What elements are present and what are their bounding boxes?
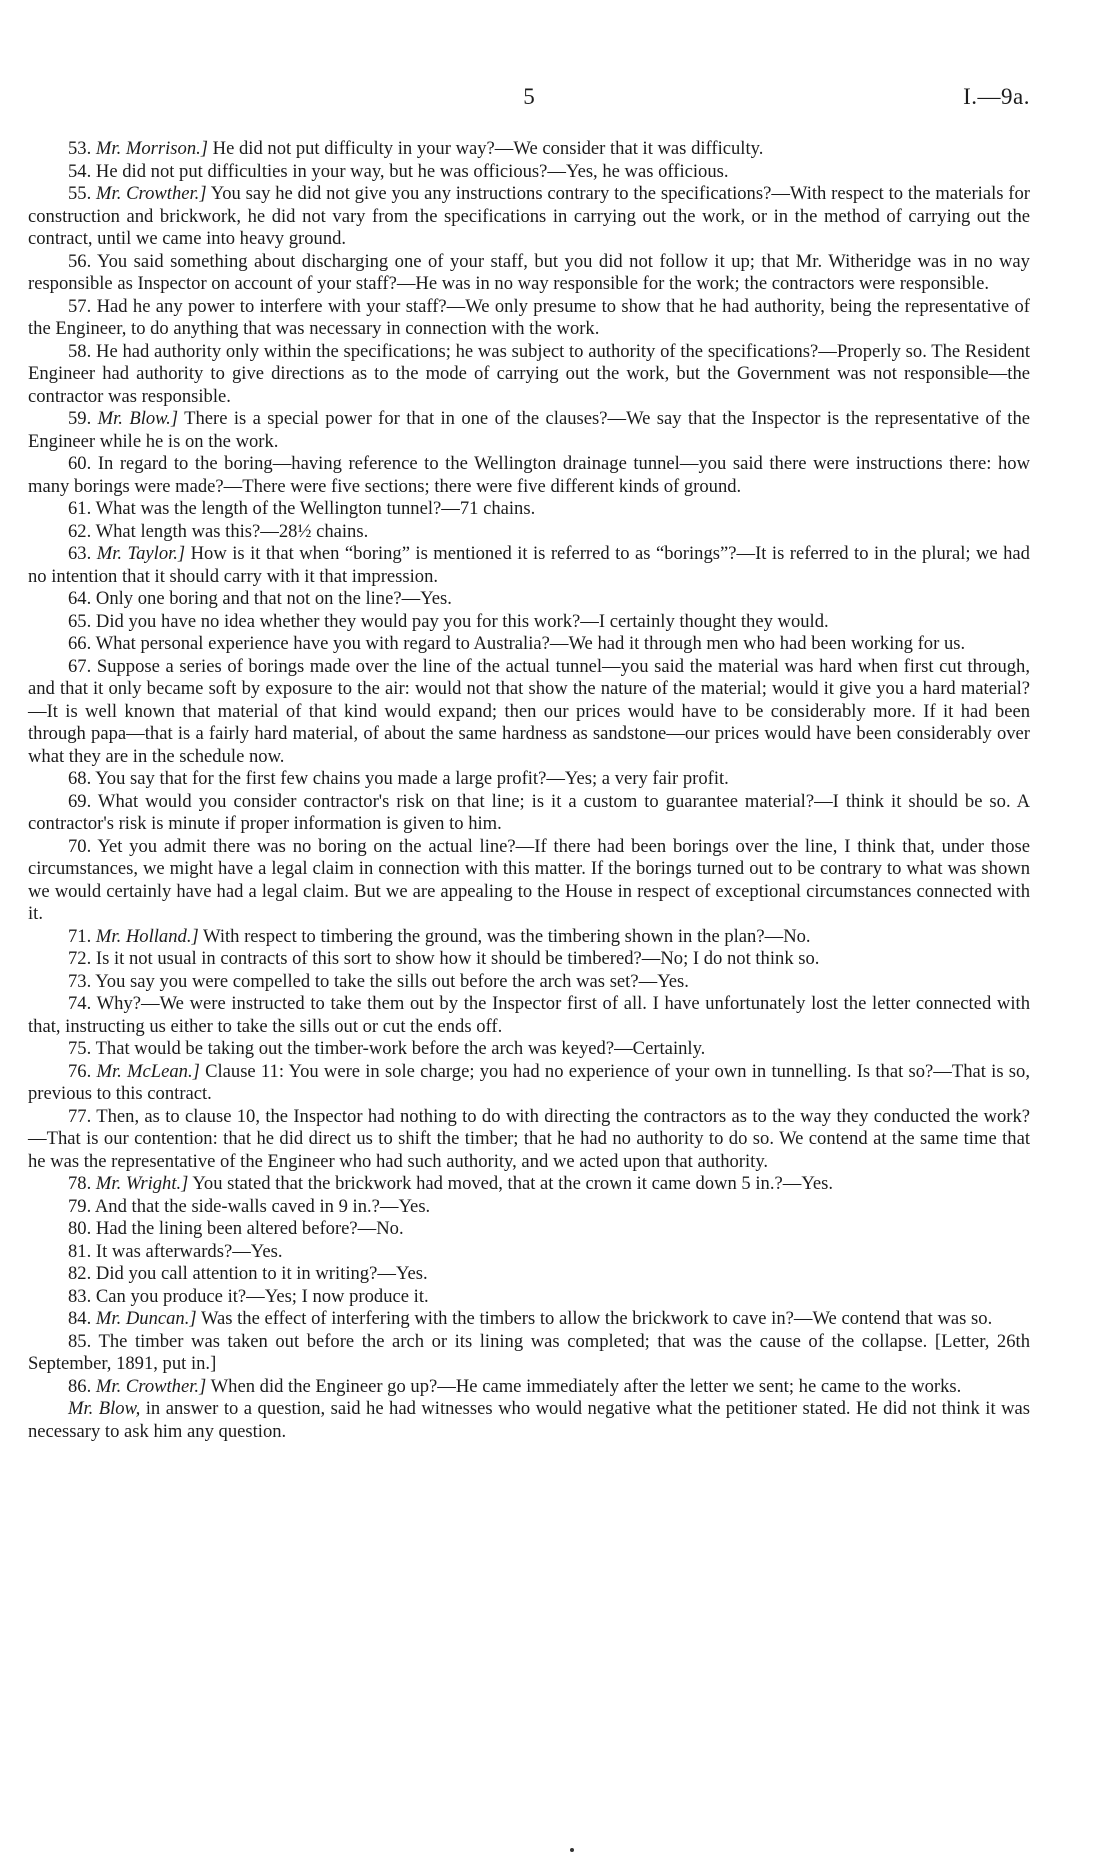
question-number: 53.: [68, 138, 92, 159]
question-answer-text: What length was this?—28½ chains.: [95, 520, 369, 542]
question-answer-text: You say you were compelled to take the sills out before the arch was set?—Yes.: [95, 970, 689, 992]
testimony-paragraph: [28, 768, 1030, 791]
question-number: 61.: [68, 498, 92, 519]
question-number: 69.: [68, 790, 92, 812]
page-number: 5: [523, 84, 535, 109]
question-number: 75.: [68, 1038, 92, 1059]
testimony-paragraph: [28, 543, 1030, 588]
question-answer-text: You say he did not give you any instructions contrary to the specifications?—With respect to the materials for construction and brickwork, he did not vary from the specifications in carrying out the work, or in the method of carrying out the contract, until we came into heavy ground.: [28, 183, 1030, 249]
question-answer-text: What personal experience have you with regard to Australia?—We had it through men who had been working for us.: [95, 633, 966, 654]
testimony-paragraph: [28, 611, 1030, 634]
testimony-paragraph: [28, 1376, 1030, 1399]
question-answer-text: Why?—We were instructed to take them out by the Inspector first of all. I have unfortunately lost the letter connected with that, instructing us either to take the sills out or cut the ends off.: [28, 993, 1030, 1037]
testimony-paragraph: [28, 341, 1030, 409]
question-number: 74.: [68, 993, 92, 1014]
speaker-name: Mr. Blow.]: [97, 408, 179, 429]
question-number: 56.: [68, 250, 92, 272]
speaker-name: Mr. Taylor.]: [96, 543, 186, 564]
testimony-paragraph: [28, 633, 1030, 656]
question-answer-text: He did not put difficulty in your way?—We consider that it was difficulty.: [212, 138, 764, 159]
testimony-paragraph: [28, 1196, 1030, 1219]
speaker-name: Mr. Crowther.]: [95, 1375, 207, 1397]
question-answer-text: You say that for the first few chains you made a large profit?—Yes; a very fair profit.: [95, 768, 729, 789]
question-answer-text: With respect to timbering the ground, was the timbering shown in the plan?—No.: [203, 925, 811, 947]
speaker-name: Mr. McLean.]: [96, 1060, 200, 1082]
question-answer-text: Only one boring and that not on the line?—Yes.: [95, 588, 452, 609]
question-answer-text: How is it that when “boring” is mentioned it is referred to as “borings”?—It is referred to in the plural; we had no intention that it should carry with it that impression.: [28, 543, 1030, 587]
question-number: 70.: [68, 835, 92, 857]
question-answer-text: Yet you admit there was no boring on the actual line?—If there had been borings over the line, I think that, under those circumstances, we might have a legal claim in connection with this matter. If the borings turned out to be contrary to what was shown we would certainly have had a legal claim. But we are appealing to the House in respect of exceptional circumstances connected with it.: [28, 835, 1030, 924]
testimony-paragraph: [28, 1398, 1030, 1443]
question-answer-text: He did not put difficulties in your way, but he was officious?—Yes, he was officious.: [95, 160, 729, 182]
testimony-paragraph: [28, 1263, 1030, 1286]
question-answer-text: Clause 11: You were in sole charge; you had no experience of your own in tunnelling. Is that so?—That is so, previous to this contract.: [28, 1060, 1030, 1104]
question-answer-text: in answer to a question, said he had witnesses who would negative what the petitioner stated. He did not think it was necessary to ask him any question.: [28, 1398, 1031, 1442]
paper-reference: I.—9a.: [963, 84, 1030, 109]
testimony-paragraph: [28, 656, 1030, 769]
question-number: 72.: [68, 948, 92, 969]
question-answer-text: It was afterwards?—Yes.: [95, 1240, 283, 1262]
question-number: 81.: [68, 1240, 92, 1262]
testimony-paragraph: [28, 1061, 1030, 1106]
question-number: 65.: [68, 610, 92, 632]
speaker-name: Mr. Holland.]: [95, 925, 199, 947]
page-bottom-mark: [570, 1848, 574, 1852]
question-number: 80.: [68, 1218, 92, 1239]
question-answer-text: Suppose a series of borings made over the line of the actual tunnel—you said the material was hard when first cut through, and that it only became soft by exposure to the air: would not that show the nature of the material; would it give you a hard material?—It is well known that material of that kind would expand; then our prices would have to be considerably more. If it had been through papa—that is a fairly hard material, of about the same hardness as sandstone—our prices would have been considerably over what they are in the schedule now.: [28, 655, 1030, 767]
question-number: 68.: [68, 768, 92, 789]
testimony-paragraph: [28, 498, 1030, 521]
question-number: 77.: [68, 1105, 92, 1127]
question-number: 67.: [68, 655, 92, 677]
speaker-name: Mr. Blow,: [68, 1398, 141, 1419]
question-answer-text: The timber was taken out before the arch or its lining was completed; that was the cause of the collapse. [Letter, 26th September, 1891, put in.]: [28, 1330, 1030, 1374]
question-number: 54.: [68, 160, 92, 182]
question-number: 66.: [68, 633, 92, 654]
question-number: 55.: [68, 183, 92, 204]
question-number: 58.: [68, 340, 92, 362]
question-answer-text: When did the Engineer go up?—He came immediately after the letter we sent; he came to the works.: [210, 1375, 962, 1397]
testimony-paragraph: [28, 1106, 1030, 1174]
question-number: 85.: [68, 1330, 92, 1352]
testimony-paragraph: [28, 138, 1030, 161]
testimony-paragraph: [28, 1308, 1030, 1331]
question-answer-text: He had authority only within the specifications; he was subject to authority of the specifications?—Properly so. The Resident Engineer had authority to give directions as to the mode of carrying out the work, but the Government was not responsible—the contractor was responsible.: [28, 340, 1031, 407]
testimony-paragraph: [28, 453, 1030, 498]
question-number: 57.: [68, 295, 92, 317]
question-number: 86.: [68, 1375, 92, 1397]
testimony-paragraph: [28, 791, 1030, 836]
question-answer-text: Had the lining been altered before?—No.: [95, 1218, 404, 1239]
question-answer-text: Then, as to clause 10, the Inspector had nothing to do with directing the contractors as to the way they conducted the work?—That is our contention: that he did direct us to shift the timber; that he had no authority to do so. We contend at the same time that he was the representative of the Engineer who had such authority, and we acted upon that authority.: [28, 1105, 1031, 1172]
testimony-paragraph: [28, 1173, 1030, 1196]
document-page: [28, 0, 1030, 1863]
question-number: 76.: [68, 1060, 92, 1082]
testimony-paragraph: [28, 993, 1030, 1038]
question-number: 59.: [68, 408, 92, 429]
question-number: 73.: [68, 970, 92, 992]
question-answer-text: In regard to the boring—having reference to the Wellington drainage tunnel—you said there were instructions there: how many borings were made?—There were five sections; there were five different kinds of ground.: [28, 453, 1031, 497]
testimony-paragraph: [28, 1038, 1030, 1061]
speaker-name: Mr. Crowther.]: [96, 183, 207, 204]
testimony-paragraph: [28, 1286, 1030, 1309]
question-answer-text: Is it not usual in contracts of this sort to show how it should be timbered?—No; I do not think so.: [95, 948, 820, 969]
question-number: 62.: [68, 520, 92, 542]
question-answer-text: You said something about discharging one of your staff, but you did not follow it up; that Mr. Witheridge was in no way responsible as Inspector on account of your staff?—He was in no way responsible for the work; the contractors were responsible.: [28, 250, 1030, 294]
testimony-paragraph: [28, 296, 1030, 341]
question-number: 60.: [68, 453, 92, 474]
testimony-paragraph: [28, 948, 1030, 971]
testimony-paragraph: [28, 521, 1030, 544]
testimony-paragraph: [28, 1331, 1030, 1376]
speaker-name: Mr. Wright.]: [95, 1173, 189, 1194]
testimony-paragraph: [28, 251, 1030, 296]
question-number: 83.: [68, 1285, 92, 1307]
question-answer-text: Did you have no idea whether they would pay you for this work?—I certainly thought they would.: [95, 610, 829, 632]
testimony-paragraph: [28, 836, 1030, 926]
testimony-paragraph: [28, 1218, 1030, 1241]
question-answer-text: And that the side-walls caved in 9 in.?—Yes.: [94, 1195, 431, 1217]
question-answer-text: Was the effect of interfering with the timbers to allow the brickwork to cave in?—We contend that was so.: [200, 1308, 993, 1329]
testimony-paragraph: [28, 971, 1030, 994]
question-answer-text: Can you produce it?—Yes; I now produce it.: [95, 1285, 429, 1307]
question-number: 79.: [68, 1195, 92, 1217]
evidence-body: [28, 112, 1030, 1443]
testimony-paragraph: [28, 588, 1030, 611]
question-answer-text: That would be taking out the timber-work before the arch was keyed?—Certainly.: [95, 1038, 706, 1059]
testimony-paragraph: [28, 408, 1030, 453]
question-number: 78.: [68, 1173, 92, 1194]
testimony-paragraph: [28, 926, 1030, 949]
question-answer-text: What was the length of the Wellington tunnel?—71 chains.: [95, 498, 536, 519]
testimony-paragraph: [28, 1241, 1030, 1264]
question-answer-text: You stated that the brickwork had moved, that at the crown it came down 5 in.?—Yes.: [192, 1173, 834, 1194]
question-number: 64.: [68, 588, 92, 609]
speaker-name: Mr. Duncan.]: [95, 1308, 197, 1329]
question-answer-text: Did you call attention to it in writing?—Yes.: [95, 1263, 428, 1284]
speaker-name: Mr. Morrison.]: [95, 138, 209, 159]
question-number: 71.: [68, 925, 92, 947]
testimony-paragraph: [28, 161, 1030, 184]
question-number: 84.: [68, 1308, 92, 1329]
question-answer-text: Had he any power to interfere with your staff?—We only presume to show that he had authority, being the representative of the Engineer, to do anything that was necessary in connection with the work.: [28, 295, 1030, 339]
testimony-paragraph: [28, 183, 1030, 251]
question-number: 63.: [68, 543, 92, 564]
page-header: [28, 0, 1030, 112]
question-answer-text: There is a special power for that in one of the clauses?—We say that the Inspector is the representative of the Engineer while he is on the work.: [28, 408, 1031, 452]
question-answer-text: What would you consider contractor's risk on that line; is it a custom to guarantee material?—I think it should be so. A contractor's risk is minute if proper information is given to him.: [28, 790, 1030, 834]
question-number: 82.: [68, 1263, 92, 1284]
